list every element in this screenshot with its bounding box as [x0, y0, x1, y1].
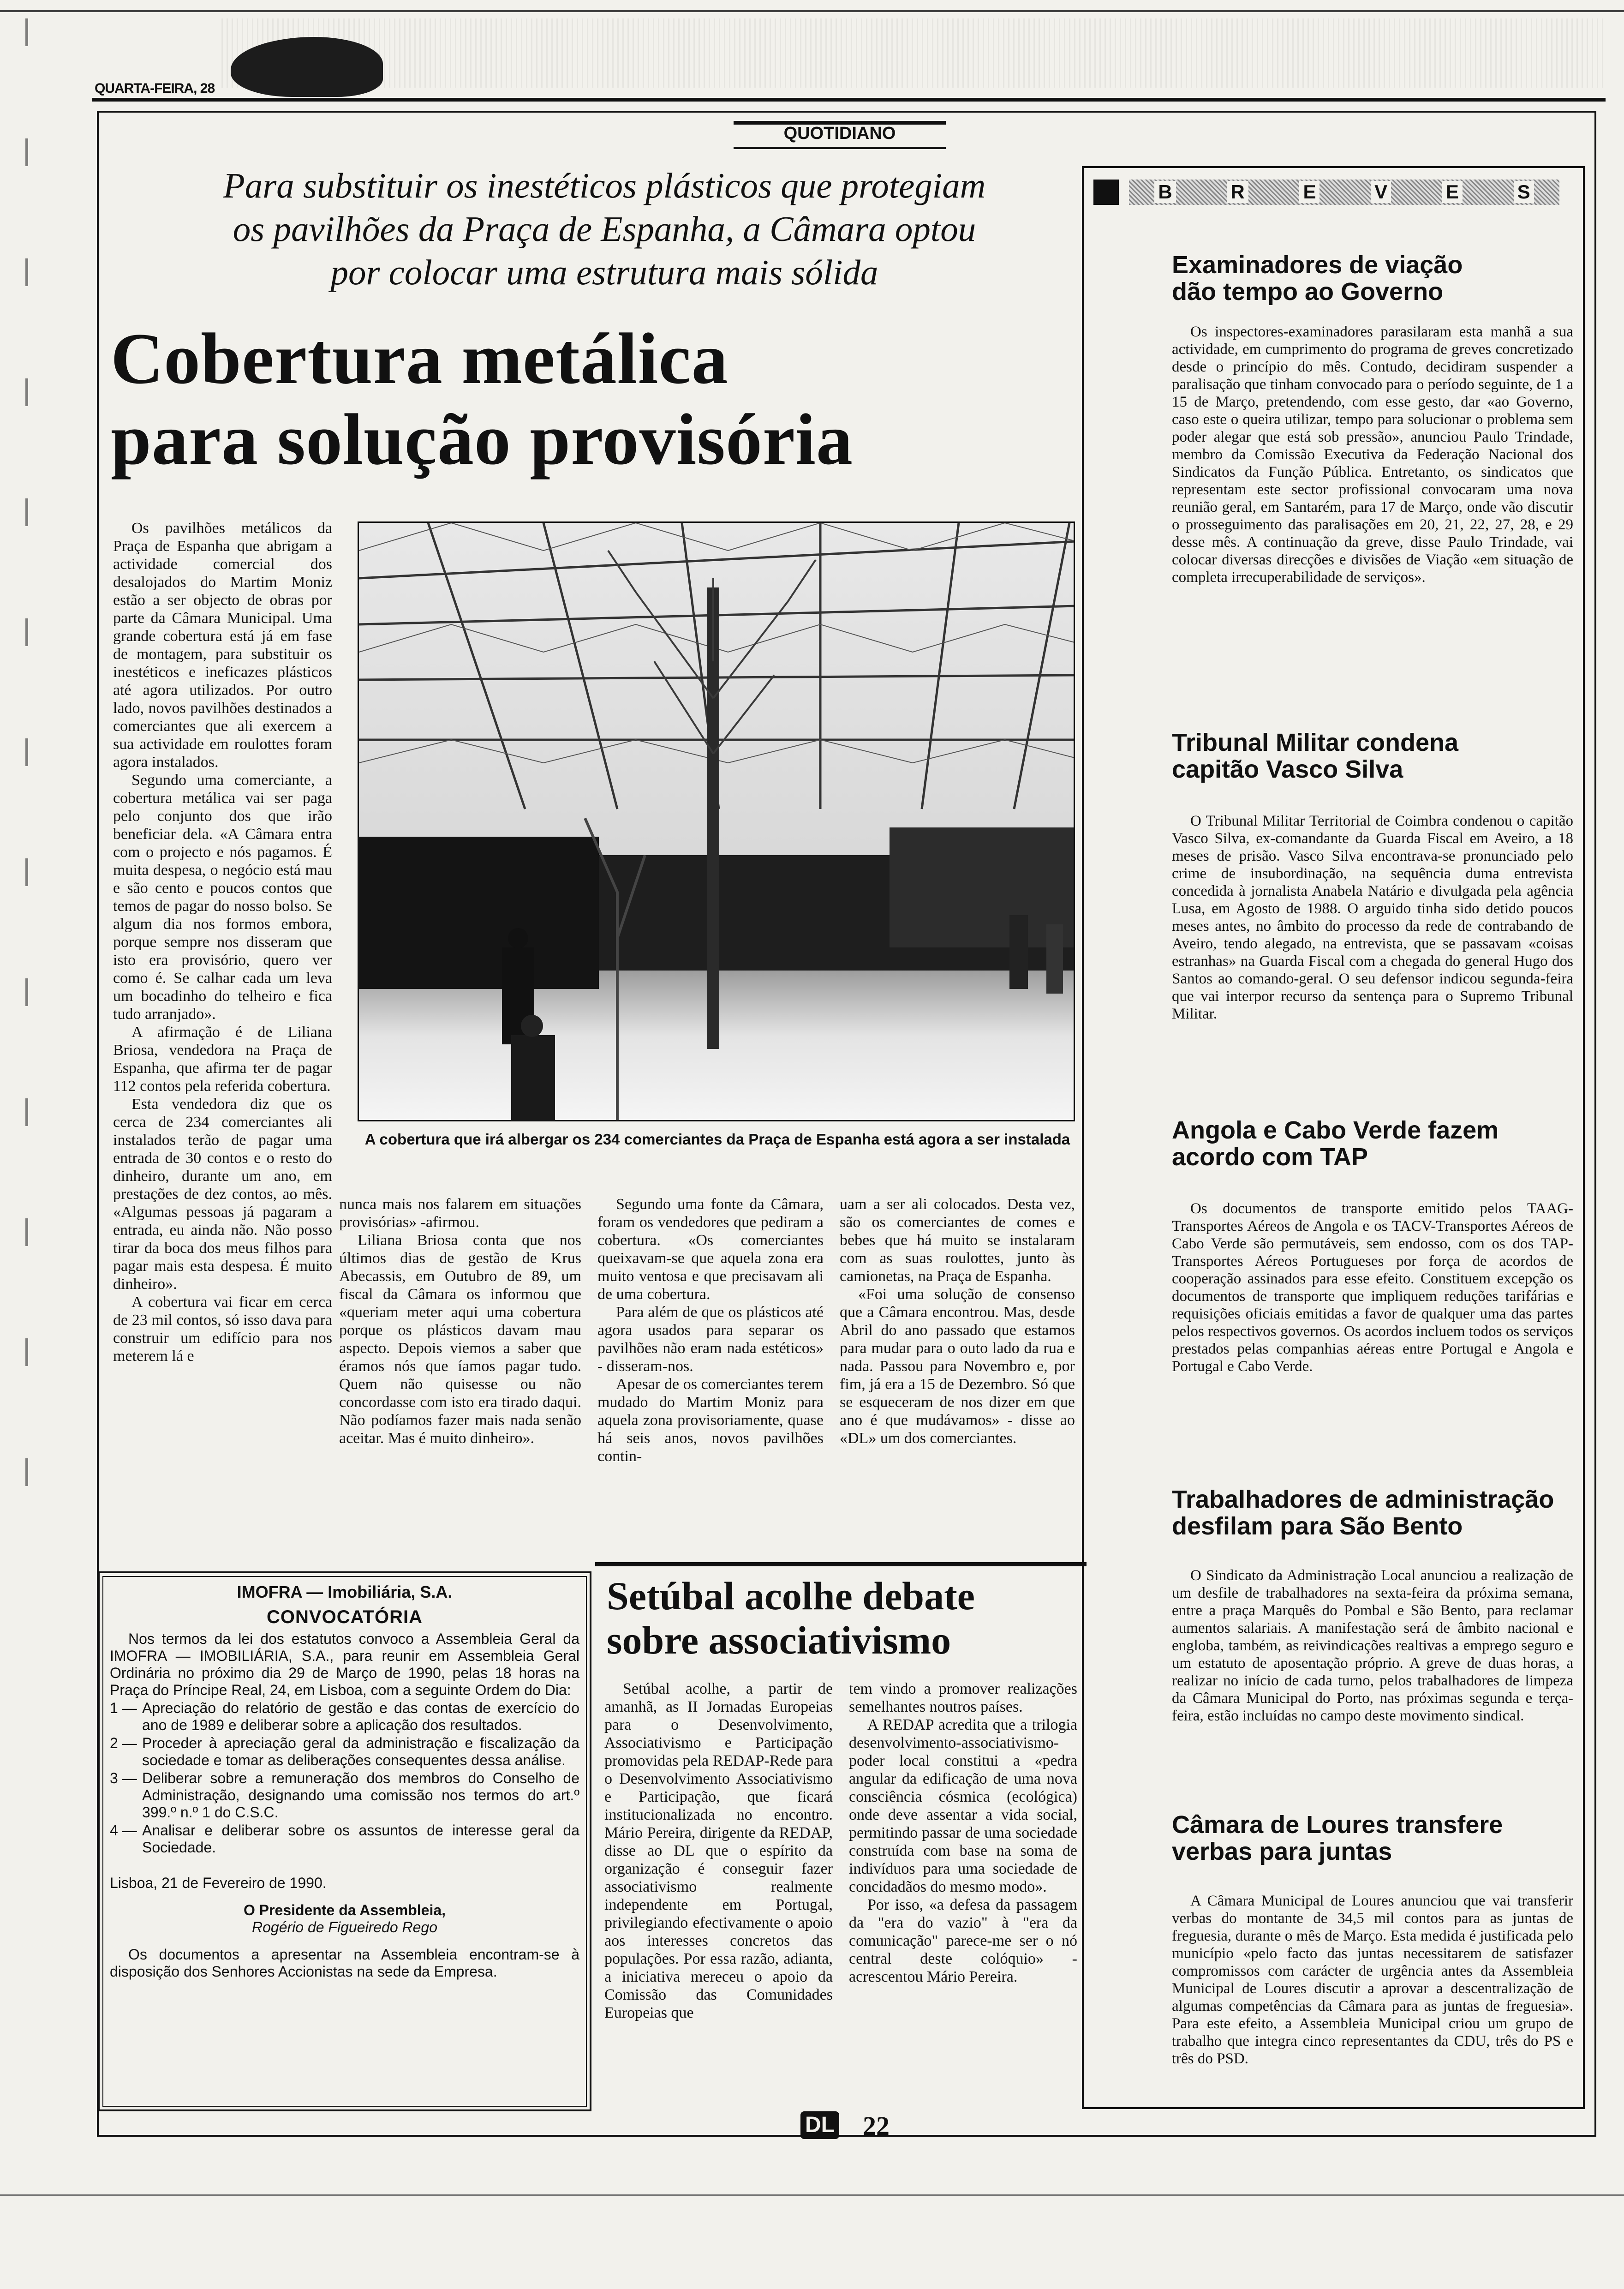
headline-line: Setúbal acolhe debate [607, 1574, 975, 1618]
paragraph: Os pavilhões metálicos da Praça de Espanha que abrigam a actividade comercial dos desalojados do Martim Moniz estão a ser objecto de obras por parte da Câmara Municipal. Uma grande cobertura está já em fase de montagem, para substituir os inestéticos e ineficazes plásticos até agora utilizados. Por outro lado, novos pavilhões destinados a comerciantes que ali exercem a sua actividade em roulottes foram agora instalados. [113, 520, 332, 771]
notice-item: 2 — Proceder à apreciação geral da administração e fiscalização da sociedade e tomar as deliberações consequentes dessa análise. [110, 1735, 579, 1768]
breve-item [1172, 252, 1573, 305]
page-number: 22 [863, 2111, 890, 2141]
paragraph: Segundo uma comerciante, a cobertura metálica vai ser paga pelo conjunto dos que irão beneficiar dela. «A Câmara entra com o projecto e nós pagamos. É muita despesa, o negócio está mau e são cento e poucos contos que temos de pagar do nosso bolso. Se algum dia nos formos embora, porque sempre nos disseram que isto era provisório, quero ver como é. Se calhar cada um leva um bocadinho do telheiro e fica tudo arranjado». [113, 772, 332, 1023]
breve-item [1172, 1117, 1573, 1170]
breve-body: Os inspectores-examinadores parasilaram esta manhã a sua actividade, em cumprimento do programa de greves concretizado desde o princípio do mês. Contudo, decidiram suspender a paralisação que tinham convocado para o período seguinte, de 1 a 15 de Março, pretendendo, com esse gesto, dar «ao Governo, caso este o queira utilizar, tempo para solucionar o problema sem poder alegar que está sob pressão», anunciou Paulo Trindade, membro da Comissão Executiva da Federação Nacional dos Sindicatos da Função Pública. Entretanto, os sindicatos que representam este sector profissional convocaram uma nova reunião geral, em Santarém, para 17 de Março, onde vão discutir o prosseguimento das paralisações em 20, 21, 22, 27, 28, e 29 desse mês. A continuação da greve, disse Paulo Trindade, vai colocar diversas direcções e divisões de Viação «em situação de completa irrecuperabilidade de serviços». [1172, 324, 1573, 586]
lead-headline [111, 318, 1126, 480]
paragraph: Segundo uma fonte da Câmara, foram os vendedores que pediram a cobertura. «Os comerciantes queixavam-se que aquela zona era muito ventosa e que precisavam ali de uma cobertura. [597, 1196, 824, 1303]
lead-column-4 [840, 1195, 1075, 1551]
paragraph: nunca mais nos falarem em situações provisórias» -afirmou. [339, 1196, 581, 1231]
kicker-line: os pavilhões da Praça de Espanha, a Câmara optou [233, 209, 976, 249]
banner-letter: E [1442, 181, 1463, 203]
notice-inner-frame [102, 1576, 587, 2107]
paragraph: «Foi uma solução de consenso que a Câmara encontrou. Mas, desde Abril do ano passado que estamos para mudar para o outo lado da rua e nada. Passou para Novembro e, por fim, já era a 15 de Dezembro. Só que se esqueceram de nos dizer em que ano é que mudávamos» - disse ao «DL» um dos comerciantes. [840, 1286, 1075, 1447]
imofra-notice [98, 1571, 591, 2111]
photo-caption: A cobertura que irá albergar os 234 comerciantes da Praça de Espanha está agora a ser instalada [364, 1131, 1070, 1148]
headline-line: sobre associativismo [607, 1618, 951, 1662]
breve-body: O Tribunal Militar Territorial de Coimbra condenou o capitão Vasco Silva, ex-comandante da Guarda Fiscal em Aveiro, a 18 meses de prisão. Vasco Silva encontrava-se pronunciado pelo crime de insubordinação, na sequência duma entrevista concedida à jornalista Anabela Natário e divulgada pela agência Lusa, em Agosto de 1988. O arguido tinha sido detido poucos meses antes, no âmbito do processo da rede de contrabando de Aveiro, tendo alegado, na entrevista, que se passavam «coisas estranhas» na Guarda Fiscal com a chegada do general Hugo dos Santos ao comando-geral. O seu defensor indicou segunda-feira que vai interpor recurso da sentença para o Supremo Tribunal Militar. [1172, 813, 1573, 1022]
paragraph: Setúbal acolhe, a partir de amanhã, as II Jornadas Europeias para o Desenvolvimento, Associativismo e Participação promovidas pela REDAP-Rede para o Desenvolvimento Associativismo e Participação, que ficará institucionalizada no encontro. Mário Pereira, dirigente da REDAP, disse ao DL que o espírito da organização é conseguir fazer associativismo realmente independente em Portugal, privilegiando efectivamente o apoio aos interesses concretos das populações. Por essa razão, adianta, a iniciativa mereceu o apoio da Comissão das Comunidades Europeias que [604, 1680, 833, 2021]
market-structure-photo [359, 523, 1075, 1121]
lead-bottom-rule [595, 1562, 1087, 1566]
paragraph: Esta vendedora diz que os cerca de 234 comerciantes ali instalados terão de pagar uma entrada de 30 contos e o resto do dinheiro, durante um ano, em prestações de dez contos, ao mês. «Algumas pessoas já pagaram a entrada, eu ainda não. Não posso tirar da boca dos meus filhos para pagar mais esta despesa. É muito dinheiro». [113, 1096, 332, 1293]
paragraph: Por isso, «a defesa da passagem da "era do vazio" à "era da comunicação" parece-me ser o nó central deste colóquio» - acrescentou Mário Pereira. [849, 1896, 1077, 1985]
breve-item [1172, 729, 1573, 783]
top-scan-noise [221, 18, 1606, 88]
headline-line: para solução provisória [111, 399, 853, 480]
notice-intro: Nos termos da lei dos estatutos convoco a Assembleia Geral da IMOFRA — IMOBILIÁRIA, S.A., para reunir em Assembleia Geral Ordinária no próximo dia 29 de Março de 1990, pelas 18 horas na Praça do Príncipe Real, 24, em Lisboa, com a seguinte Ordem do Dia: [110, 1630, 579, 1698]
notice-item: 1 — Apreciação do relatório de gestão e das contas de exercício do ano de 1989 e deliberar sobre a aplicação dos resultados. [110, 1700, 579, 1733]
breves-banner [1093, 178, 1559, 206]
section-label: QUOTIDIANO [783, 124, 896, 143]
banner-letter: R [1227, 181, 1248, 203]
notice-date: Lisboa, 21 de Fevereiro de 1990. [110, 1875, 327, 1891]
bottom-scan-line [0, 2194, 1624, 2196]
notice-signer-title: O Presidente da Assembleia, [243, 1902, 446, 1918]
paragraph: tem vindo a promover realizações semelhantes noutros países. [849, 1680, 1077, 1715]
breve-headline: Examinadores de viação dão tempo ao Governo [1172, 251, 1463, 306]
banner-letter: V [1371, 181, 1391, 203]
breve-item [1172, 1486, 1573, 1540]
breve-body: Os documentos de transporte emitido pelos TAAG-Transportes Aéreos de Angola e os TACV-Transportes Aéreos de Cabo Verde são permutáveis, sem endosso, com os dos TAP-Transportes Aéreos Portugueses por força de acordos de cooperação assinados para esse efeito. Constituem excepção os documentos de transporte que impliquem reduções tarifárias e requisições oficiais emitidas a favor de qualquer uma das partes pelos respectivos governos. Os acordos incluem todos os serviços prestados pelas companhias aéreas entre Portugal e Angola e Portugal e Cabo Verde. [1172, 1200, 1573, 1375]
notice-company: IMOFRA — Imobiliária, S.A. [237, 1582, 453, 1601]
header-date: QUARTA-FEIRA, 28 [95, 81, 215, 96]
breves-banner-bar [1129, 180, 1559, 205]
paragraph: A afirmação é de Liliana Briosa, vendedora na Praça de Espanha, que afirma ter de pagar 112 contos pela referida cobertura. [113, 1024, 332, 1095]
header-rule [92, 98, 1606, 102]
banner-letter: B [1154, 181, 1176, 203]
breves-banner-block [1093, 180, 1119, 205]
section-bar-bottom [734, 147, 946, 149]
paragraph: Liliana Briosa conta que nos últimos dias de gestão de Krus Abecassis, em Outubro de 89, um fiscal da Câmara os informou que «queriam meter aqui uma cobertura porque os plásticos davam mau aspecto. Depois viemos a saber que éramos nós que íamos pagar tudo. Quem não quisesse ou não concordasse com isto era tirado daqui. Não podíamos fazer mais nada senão aceitar. Mas é muito dinheiro». [339, 1232, 581, 1447]
lead-kicker [111, 164, 1098, 294]
banner-letter: E [1299, 181, 1320, 203]
banner-letter: S [1514, 181, 1534, 203]
footer-logo: DL [800, 2111, 839, 2139]
notice-signer-name: Rogério de Figueiredo Rego [251, 1919, 438, 1935]
paragraph: Apesar de os comerciantes terem mudado do Martim Moniz para aquela zona provisoriamente, quase há seis anos, novos pavilhões contin- [597, 1376, 824, 1465]
lead-column-1 [113, 519, 332, 1548]
headline-line: Cobertura metálica [111, 318, 728, 399]
setubal-headline [607, 1574, 1082, 1662]
lead-column-3 [597, 1195, 824, 1551]
breve-item [1172, 1811, 1573, 1865]
notice-title: CONVOCATÓRIA [267, 1607, 423, 1627]
setubal-column-1 [604, 1680, 833, 2132]
paragraph: Para além de que os plásticos até agora usados para separar os pavilhões não eram nada estéticos» - disseram-nos. [597, 1304, 824, 1375]
breve-headline: Câmara de Loures transfere verbas para juntas [1172, 1811, 1503, 1865]
top-scan-line [0, 10, 1624, 12]
setubal-column-2 [849, 1680, 1077, 2132]
breve-headline: Trabalhadores de administração desfilam para São Bento [1172, 1486, 1554, 1540]
lead-photo [358, 521, 1075, 1121]
paragraph: A REDAP acredita que a trilogia desenvolvimento-associativismo-poder local constitui a «pedra angular da edificação de uma nova consciência cósmica (ecológica) onde deve assentar a vida social, permitindo passar de uma sociedade construída com base na soma de indivíduos para uma sociedade de concidadãos do mesmo modo». [849, 1716, 1077, 1895]
breve-headline: Tribunal Militar condena capitão Vasco Silva [1172, 729, 1459, 783]
kicker-line: por colocar uma estrutura mais sólida [330, 252, 878, 292]
breve-body: A Câmara Municipal de Loures anunciou que vai transferir verbas do montante de 34,5 mil contos para as juntas de freguesia, durante o mês de Março. Esta medida é justificada pelo município «pelo facto das juntas necessitarem de satisfazer compromissos com carácter de urgência antes da Assembleia Municipal de Loures discutir a aprovar a descentralização de algumas competências da Câmara para as juntas de freguesia». Para este efeito, a Assembleia Municipal criou um grupo de trabalho que integra cinco representantes da CDU, três do PS e três do PSD. [1172, 1893, 1573, 2067]
notice-footer: Os documentos a apresentar na Assembleia encontram-se à disposição dos Senhores Accionistas na sede da Empresa. [110, 1946, 579, 1980]
breve-headline: Angola e Cabo Verde fazem acordo com TAP [1172, 1116, 1499, 1171]
kicker-line: Para substituir os inestéticos plásticos que protegiam [223, 166, 986, 205]
notice-item: 4 — Analisar e deliberar sobre os assuntos de interesse geral da Sociedade. [110, 1822, 579, 1856]
margin-marks-left [25, 18, 28, 1495]
notice-item: 3 — Deliberar sobre a remuneração dos membros do Conselho de Administração, designando uma comissão nos termos do art.º 399.º n.º 1 do C.S.C. [110, 1770, 579, 1821]
paragraph: uam a ser ali colocados. Desta vez, são os comerciantes de comes e bebes que há muito se instalaram com as suas roulottes, junto às camionetas, na Praça de Espanha. [840, 1196, 1075, 1285]
breve-body: O Sindicato da Administração Local anunciou a realização de um desfile de trabalhadores na sexta-feira da próxima semana, entre a praça Marquês do Pombal e São Bento, para reclamar aumentos salariais. A manifestação será de âmbito nacional e engloba, também, as reivindicações realtivas a emprego seguro e um estatuto de aposentação próprio. A greve de duas horas, a realizar no início de cada turno, pelos trabalhadores de limpeza da Câmara Municipal do Porto, nas próximas segunda e terça-feira, estão incluídas no campo deste movimento sindical. [1172, 1567, 1573, 1724]
paragraph: A cobertura vai ficar em cerca de 23 mil contos, só isso dava para construir um edifício para nos meterem lá e [113, 1294, 332, 1365]
lead-column-2 [339, 1195, 581, 1551]
